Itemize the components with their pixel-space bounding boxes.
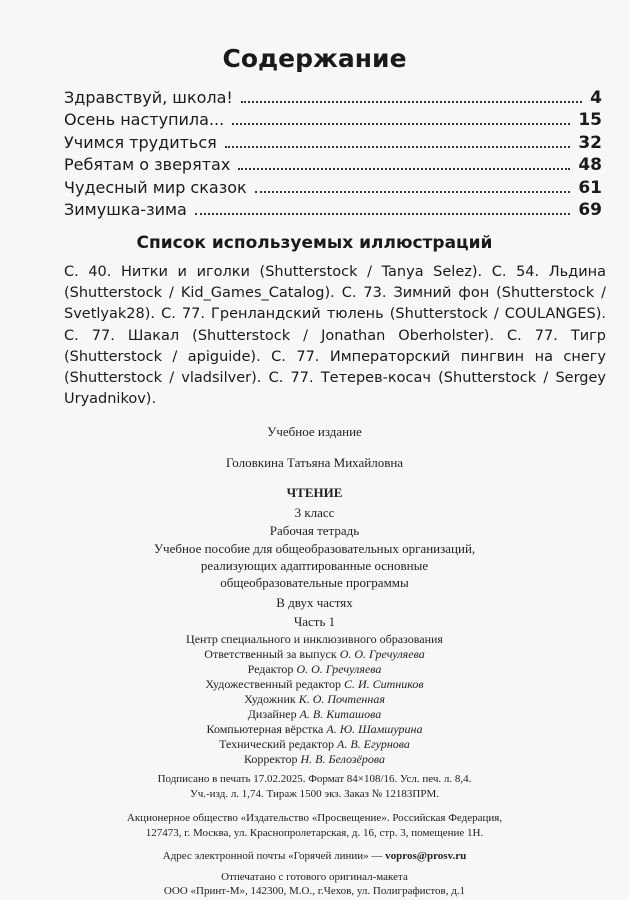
toc-page-number: 15 — [578, 110, 602, 131]
staff-role: Ответственный за выпуск — [204, 647, 340, 661]
illustrations-text: С. 40. Нитки и иголки (Shutterstock / Tanya Selez). С. 54. Льдина (Shutterstock / Kid_Games_Catalog). С. 73. Зимний фон (Shutterstock / Svetlyak28). С. 77. Гренландский тюлень (Shutterstock / COULANGES). С. 77. Шакал (Shutterstock / Jonathan Oberholster). С. 77. Тигр (Shutterstock / apiguide). С. 77. Императорский пингвин на снегу (Shutterstock / vladsilver). С. 77. Тетерев-косач (Shutterstock / Sergey Uryadnikov). — [64, 264, 606, 408]
toc-row[interactable] — [64, 155, 602, 177]
toc-label: Осень наступила... — [64, 110, 225, 130]
parts-note: В двух частях — [276, 595, 353, 610]
toc-row[interactable] — [64, 133, 602, 155]
staff-role: Художник — [244, 692, 299, 706]
staff-name: А. В. Киташова — [299, 707, 382, 721]
illustrations-heading: Список используемых иллюстраций — [136, 233, 493, 253]
staff-name: Н. В. Белозёрова — [300, 752, 385, 766]
staff-line — [0, 662, 629, 677]
staff-role: Дизайнер — [247, 707, 300, 721]
staff-list — [0, 632, 629, 767]
toc-label: Зимушка-зима — [64, 199, 187, 219]
staff-role: Редактор — [247, 662, 297, 676]
edition-type: Учебное издание — [267, 424, 362, 439]
print-info — [0, 772, 629, 801]
toc-label: Чудесный мир сказок — [64, 177, 247, 197]
staff-role: Центр специального и инклюзивного образования — [186, 632, 443, 646]
email-link[interactable]: vopros@prosv.ru — [385, 850, 467, 862]
staff-line — [0, 722, 629, 737]
toc-leader — [232, 123, 570, 125]
staff-role: Художественный редактор — [205, 677, 344, 691]
toc-label: Учимся трудиться — [64, 132, 217, 152]
toc-leader — [238, 168, 570, 170]
toc-row[interactable] — [64, 200, 602, 222]
staff-name: С. И. Ситников — [343, 677, 424, 691]
publisher-line: Акционерное общество «Издательство «Просвещение». Российская Федерация, — [126, 812, 503, 824]
toc-label: Ребятам о зверятах — [64, 155, 231, 175]
grade: 3 класс — [294, 505, 335, 520]
illustrations-credits — [64, 262, 606, 410]
toc-page-number: 32 — [578, 132, 602, 153]
staff-line — [0, 647, 629, 662]
part-number: Часть 1 — [293, 614, 336, 629]
toc-leader — [241, 101, 582, 103]
toc-page-number: 48 — [578, 155, 602, 176]
email-label: Адрес электронной почты «Горячей линии» — — [162, 850, 386, 862]
hotline-email — [0, 850, 629, 862]
description-line: общеобразовательные программы — [220, 575, 409, 590]
print-info-line: Подписано в печать 17.02.2025. Формат 84×108/16. Усл. печ. л. 8,4. — [157, 773, 472, 785]
printer-line: Отпечатано с готового оригинал-макета — [221, 871, 408, 883]
staff-line — [0, 692, 629, 707]
staff-name: О. О. Гречуляева — [296, 662, 382, 676]
workbook-type: Рабочая тетрадь — [269, 523, 360, 538]
page-title: Содержание — [222, 44, 407, 73]
toc-page-number: 4 — [590, 88, 602, 108]
staff-role: Технический редактор — [219, 737, 337, 751]
toc-page-number: 61 — [578, 177, 602, 198]
book-title: ЧТЕНИЕ — [286, 485, 343, 500]
staff-role: Компьютерная вёрстка — [206, 722, 327, 736]
staff-name: А. В. Егурнова — [336, 737, 410, 751]
staff-name: А. Ю. Шамшурина — [326, 722, 423, 736]
publisher-info — [0, 811, 629, 841]
table-of-contents — [64, 88, 602, 222]
staff-line — [0, 752, 629, 767]
toc-row[interactable] — [64, 178, 602, 200]
staff-name: О. О. Гречуляева — [339, 647, 425, 661]
staff-line — [0, 737, 629, 752]
author-name: Головкина Татьяна Михайловна — [225, 455, 404, 470]
publisher-line: 127473, г. Москва, ул. Краснопролетарская, д. 16, стр. 3, помещение 1Н. — [145, 827, 484, 839]
toc-row[interactable] — [64, 88, 602, 110]
toc-leader — [225, 146, 571, 148]
staff-line — [0, 632, 629, 647]
toc-leader — [195, 213, 570, 215]
toc-page-number: 69 — [578, 199, 602, 220]
staff-role: Корректор — [244, 752, 301, 766]
staff-line — [0, 707, 629, 722]
book-description — [0, 540, 629, 591]
print-info-line: Уч.-изд. л. 1,74. Тираж 1500 экз. Заказ № 12183ПРМ. — [189, 787, 440, 800]
description-line: Учебное пособие для общеобразовательных организаций, — [153, 541, 476, 556]
staff-name: К. О. Почтенная — [298, 692, 385, 706]
toc-label: Здравствуй, школа! — [64, 88, 233, 107]
printer-info — [0, 870, 629, 898]
printer-line: ООО «Принт-М», 142300, М.О., г.Чехов, ул. Полиграфистов, д.1 — [163, 885, 466, 897]
description-line: реализующих адаптированные основные — [200, 558, 429, 573]
toc-row[interactable] — [64, 110, 602, 132]
toc-leader — [255, 191, 571, 193]
staff-line — [0, 677, 629, 692]
